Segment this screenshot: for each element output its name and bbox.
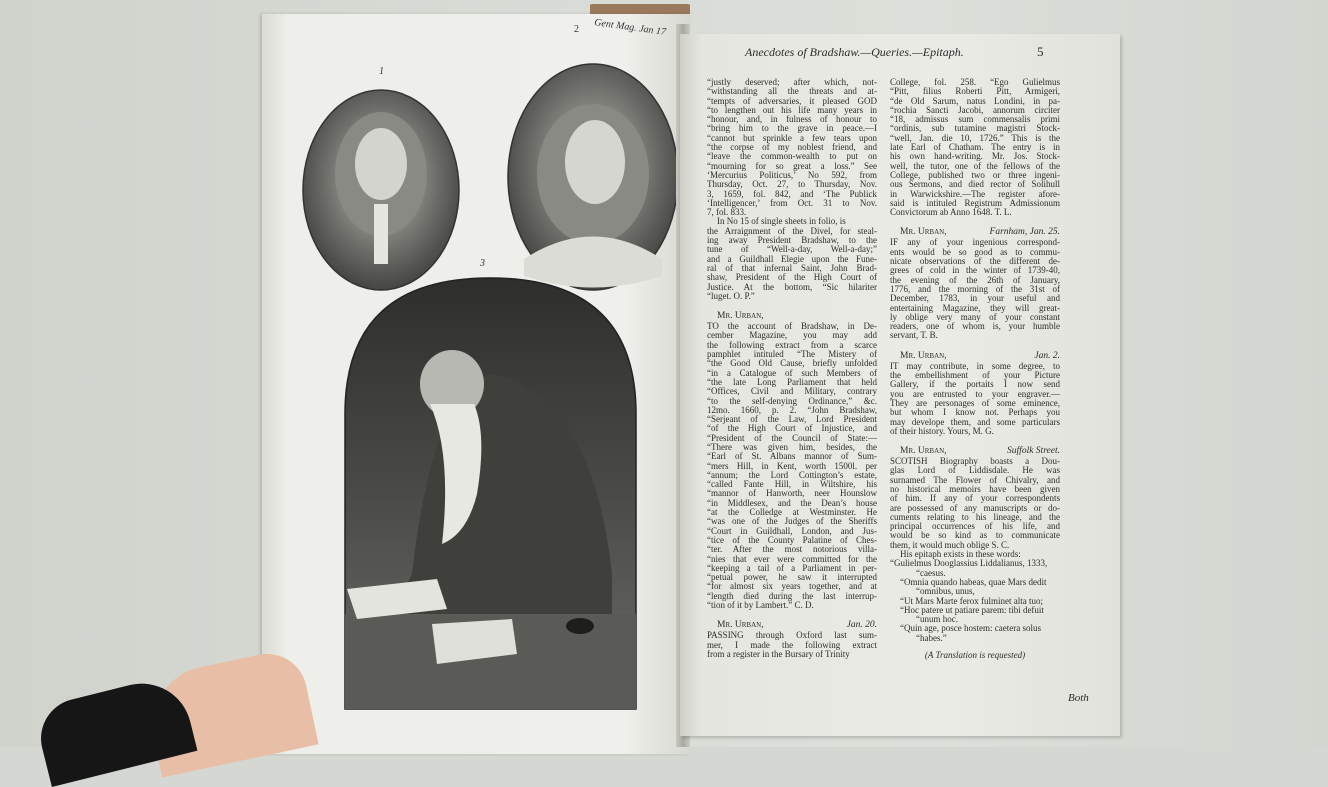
text-line: entertaining Magazine, they will great- <box>890 303 1060 313</box>
text-line: the embellishment of your Picture <box>890 371 1060 381</box>
epitaph-line: “Ut Mars Marte ferox fulminet alta tuo; <box>900 596 1043 606</box>
text-line: “justly deserved; after which, not- <box>707 78 877 87</box>
text-line: late Earl of Chatham. The entry is in <box>890 143 1060 153</box>
letter-heading <box>890 445 1060 457</box>
text-line: Thursday, Oct. 27, to Thursday, Nov. <box>707 180 877 190</box>
epitaph-line: “Hoc patere ut patiare parem: tibi defuit <box>900 605 1044 615</box>
letter-date: Suffolk Street. <box>1007 446 1060 457</box>
salutation: Mr. Urban, <box>900 227 947 238</box>
text-line: of their history. Yours, M. G. <box>890 426 994 436</box>
text-line: 12mo. 1660, p. 2. “John Bradshaw, <box>707 405 877 415</box>
text-line: “the Good Old Cause, briefly unfolded <box>707 359 877 369</box>
text-line: TO the account of Bradshaw, in De- <box>707 322 877 332</box>
text-line: them, it would much oblige S. C. <box>890 540 1010 550</box>
text-line: “called Fante Hill, in Wiltshire, his <box>707 480 877 490</box>
text-line: In No 15 of single sheets in folio, is <box>717 217 846 227</box>
text-line: “nies that ever were committed for the <box>707 554 877 564</box>
text-line: “withstanding all the threats and at- <box>707 87 877 97</box>
text-line: “of the High Court of Injustice, and <box>707 424 877 434</box>
letter-heading <box>890 350 1060 362</box>
letter-date: Jan. 2. <box>1034 350 1060 361</box>
text-line: “Court in Guildhall, London, and Jus- <box>707 526 877 536</box>
text-line: “well, Jan. die 10, 1726.” This is the <box>890 133 1060 143</box>
text-line: “leave the common-wealth to put on <box>707 152 877 162</box>
text-line: They are personages of some eminence, <box>890 398 1060 408</box>
text-line: readers, one of whom is, your humble <box>890 322 1060 332</box>
letter-heading <box>707 310 877 322</box>
text-line: “bring him to the grave in peace.—I <box>707 124 877 134</box>
text-line: shaw, President of the High Court of <box>707 273 877 283</box>
text-line: Convictorum ab Anno 1648. T. L. <box>890 208 1012 218</box>
text-line: “honour, and, in fulness of honour to <box>707 115 877 125</box>
text-line: but whom I know not. Perhaps you <box>890 408 1060 418</box>
salutation: Mr. Urban, <box>717 311 764 322</box>
text-line: glas Lord of Liddisdale. He was <box>890 466 1060 476</box>
text-line: are possessed of any manuscripts or do- <box>890 503 1060 513</box>
text-line: “President of the Council of State:— <box>707 433 877 443</box>
catchword: Both <box>1068 692 1089 704</box>
text-line: grees of cold in the winter of 1739-40, <box>890 266 1060 276</box>
text-line: “tice of the County Palatine of Ches- <box>707 535 877 545</box>
text-line: PASSING through Oxford last sum- <box>707 631 877 641</box>
text-line: from a register in the Bursary of Trinity <box>707 649 850 659</box>
text-line: principal occurrences of his life, and <box>890 522 1060 532</box>
text-line: “tempts of adversaries, it pleased GOD <box>707 96 877 106</box>
text-line: “Serjeant of the Law, Lord President <box>707 415 877 425</box>
text-line: “There was given him, besides, the <box>707 442 877 452</box>
epitaph-line: “Omnia quando habeas, quae Mars dedit <box>900 577 1047 587</box>
epitaph-line: “habes.” <box>916 633 947 643</box>
text-line: may develope them, and some particulars <box>890 417 1060 427</box>
text-line: surnamed The Flower of Chivalry, and <box>890 475 1060 485</box>
letter-heading <box>707 619 877 631</box>
running-header: Anecdotes of Bradshaw.—Queries.—Epitaph. <box>745 45 964 59</box>
text-line: “to lengthen out his life many years in <box>707 105 877 115</box>
plate-label-3: 3 <box>480 258 485 269</box>
text-line: College, fol. 258. “Ego Gulielmus <box>890 78 1060 87</box>
text-line: cember Magazine, you may add <box>707 331 877 341</box>
salutation: Mr. Urban, <box>900 446 947 457</box>
text-line: would be so kind as to communicate <box>890 531 1060 541</box>
text-line: Gallery, if the portaits I now send <box>890 380 1060 390</box>
text-line: “was one of the Judges of the Sheriffs <box>707 517 877 527</box>
text-line: IF any of your ingenious correspond- <box>890 238 1060 248</box>
text-line: December, 1783, in your useful and <box>890 294 1060 304</box>
left-page-number: 2 <box>574 24 579 35</box>
engravings <box>262 14 690 754</box>
text-line: “petual power, he saw it interrupted <box>707 573 877 583</box>
left-page <box>262 14 690 754</box>
article-section <box>890 78 1060 217</box>
right-page-number: 5 <box>1037 44 1044 59</box>
text-line: and a Guildhall Elegie upon the Fune- <box>707 254 877 264</box>
text-line: “ter. After the most notorious villa- <box>707 545 877 555</box>
article-section <box>707 619 877 659</box>
text-line: ‘Intelligencer,’ from Oct. 31 to Nov. <box>707 198 877 208</box>
text-line: College, published two or three ingeni- <box>890 170 1060 180</box>
text-line: well, the tutor, one of the fellows of the <box>890 161 1060 171</box>
plate-label-1: 1 <box>379 66 384 77</box>
left-page-annotation: Gent Mag. Jan 17 <box>593 17 667 38</box>
epitaph-line: “caesus. <box>916 568 946 578</box>
text-line: IT may contribute, in some degree, to <box>890 361 1060 371</box>
text-line: of him. If any of your correspondents <box>890 494 1060 504</box>
text-line: “18, admissus sum commensalis primi <box>890 115 1060 125</box>
text-line: “Offices, Civil and Military, contrary <box>707 387 877 397</box>
text-line: mer, I made the following extract <box>707 640 877 650</box>
epitaph-line: “Gulielmus Dooglassius Liddalianus, 1333, <box>890 559 1048 569</box>
salutation: Mr. Urban, <box>900 350 947 361</box>
salutation: Mr. Urban, <box>717 620 764 631</box>
text-line: “length died during the last interrup- <box>707 591 877 601</box>
text-line: in Warwickshire.—The register afore- <box>890 189 1060 199</box>
text-line: ral of that infernal Saint, John Brad- <box>707 263 877 273</box>
portrait-oval-2 <box>508 64 678 290</box>
text-line: 7, fol. 833. <box>707 208 747 218</box>
text-line: ing away President Bradshaw, to the <box>707 236 877 246</box>
text-line: “Pitt, filius Roberti Pitt, Armigeri, <box>890 87 1060 97</box>
text-line: ly oblige very many of your constant <box>890 312 1060 322</box>
article-section <box>890 559 1060 660</box>
text-line: “mourning for so great a loss.” See <box>707 161 877 171</box>
text-line: ous Sermons, and died rector of Solihull <box>890 180 1060 190</box>
text-line: “tion of it by Lambert.” C. D. <box>707 601 814 611</box>
text-column-right <box>890 78 1060 660</box>
text-line: the Arraignment of the Divel, for steal- <box>707 226 877 236</box>
letter-date: Jan. 20. <box>846 620 877 631</box>
text-line: “at the Colledge at Westminster. He <box>707 508 877 518</box>
text-line: 1776, and the morning of the 31st of <box>890 284 1060 294</box>
text-line: “annum; the Lord Cottington’s estate, <box>707 470 877 480</box>
epitaph-line: “unum hoc. <box>916 615 958 625</box>
text-line: “cannot but sprinkle a few tears upon <box>707 133 877 143</box>
text-line: “mers Hill, in Kent, worth 1500l. per <box>707 461 877 471</box>
text-line: cuments relating to his lineage, and the <box>890 512 1060 522</box>
text-line: “Earl of St. Albans mannor of Sum- <box>707 452 877 462</box>
text-line: “mannor of Hanworth, neer Hounslow <box>707 489 877 499</box>
text-line: pamphlet intituled “The Mistery of <box>707 350 877 360</box>
text-line: “in a Catalogue of such Members of <box>707 368 877 378</box>
text-line: the following extract from a scarce <box>707 340 877 350</box>
translation-note: (A Translation is requested) <box>924 651 1026 661</box>
letter-date: Farnham, Jan. 25. <box>989 227 1060 238</box>
text-line: “ordinis, sub tutamine magistri Stock- <box>890 124 1060 134</box>
text-line: Justice. At the bottom, “Sic hilariter <box>707 282 877 292</box>
text-line: ents would be so good as to commu- <box>890 247 1060 257</box>
text-line: tune of “Well-a-day, Well-a-day;” <box>707 245 877 255</box>
text-column-left <box>707 78 877 659</box>
text-line: “to the self-denying Ordinance,” &c. <box>707 396 877 406</box>
epitaph-line: “omnibus, unus, <box>916 587 975 597</box>
text-line: “in Middlesex, and the Dean’s house <box>707 498 877 508</box>
text-line: no historical memoirs have been given <box>890 484 1060 494</box>
text-line: “keeping a tail of a Parliament in per- <box>707 563 877 573</box>
letter-heading <box>890 226 1060 238</box>
text-line: nicate observations of the different de- <box>890 257 1060 267</box>
text-line: His epitaph exists in these words: <box>900 550 1021 560</box>
text-line: 3, 1659, fol. 842, and ‘The Publick <box>707 189 877 199</box>
text-line: the evening of the 26th of January, <box>890 275 1060 285</box>
article-section <box>890 445 1060 559</box>
text-line: “rochia Sancti Jacobi, annorum circiter <box>890 105 1060 115</box>
text-line: “luget. O. P.” <box>707 291 755 301</box>
scholar-engraving <box>345 278 636 709</box>
text-line: “for almost six years together, and at <box>707 582 877 592</box>
epitaph-line: “Quin age, posce hostem: caetera solus <box>900 624 1041 634</box>
text-line: said is intituled Registrum Admissionum <box>890 198 1060 208</box>
article-section <box>890 226 1060 340</box>
article-section <box>707 78 877 301</box>
text-line: ‘Mercurius Politicus,’ No 592, from <box>707 170 877 180</box>
text-line: “the corpse of my noblest friend, and <box>707 143 877 153</box>
text-line: “de Old Sarum, natus Londini, in pa- <box>890 96 1060 106</box>
text-line: “the late Long Parliament that held <box>707 377 877 387</box>
article-section <box>707 310 877 610</box>
text-line: you are entrusted to your engraver.— <box>890 389 1060 399</box>
portrait-oval-1 <box>303 90 459 290</box>
text-line: servant, T. B. <box>890 331 938 341</box>
text-line: SCOTISH Biography boasts a Dou- <box>890 457 1060 467</box>
text-line: his own hand-writing. Mr. Jos. Stock- <box>890 152 1060 162</box>
article-section <box>890 350 1060 436</box>
